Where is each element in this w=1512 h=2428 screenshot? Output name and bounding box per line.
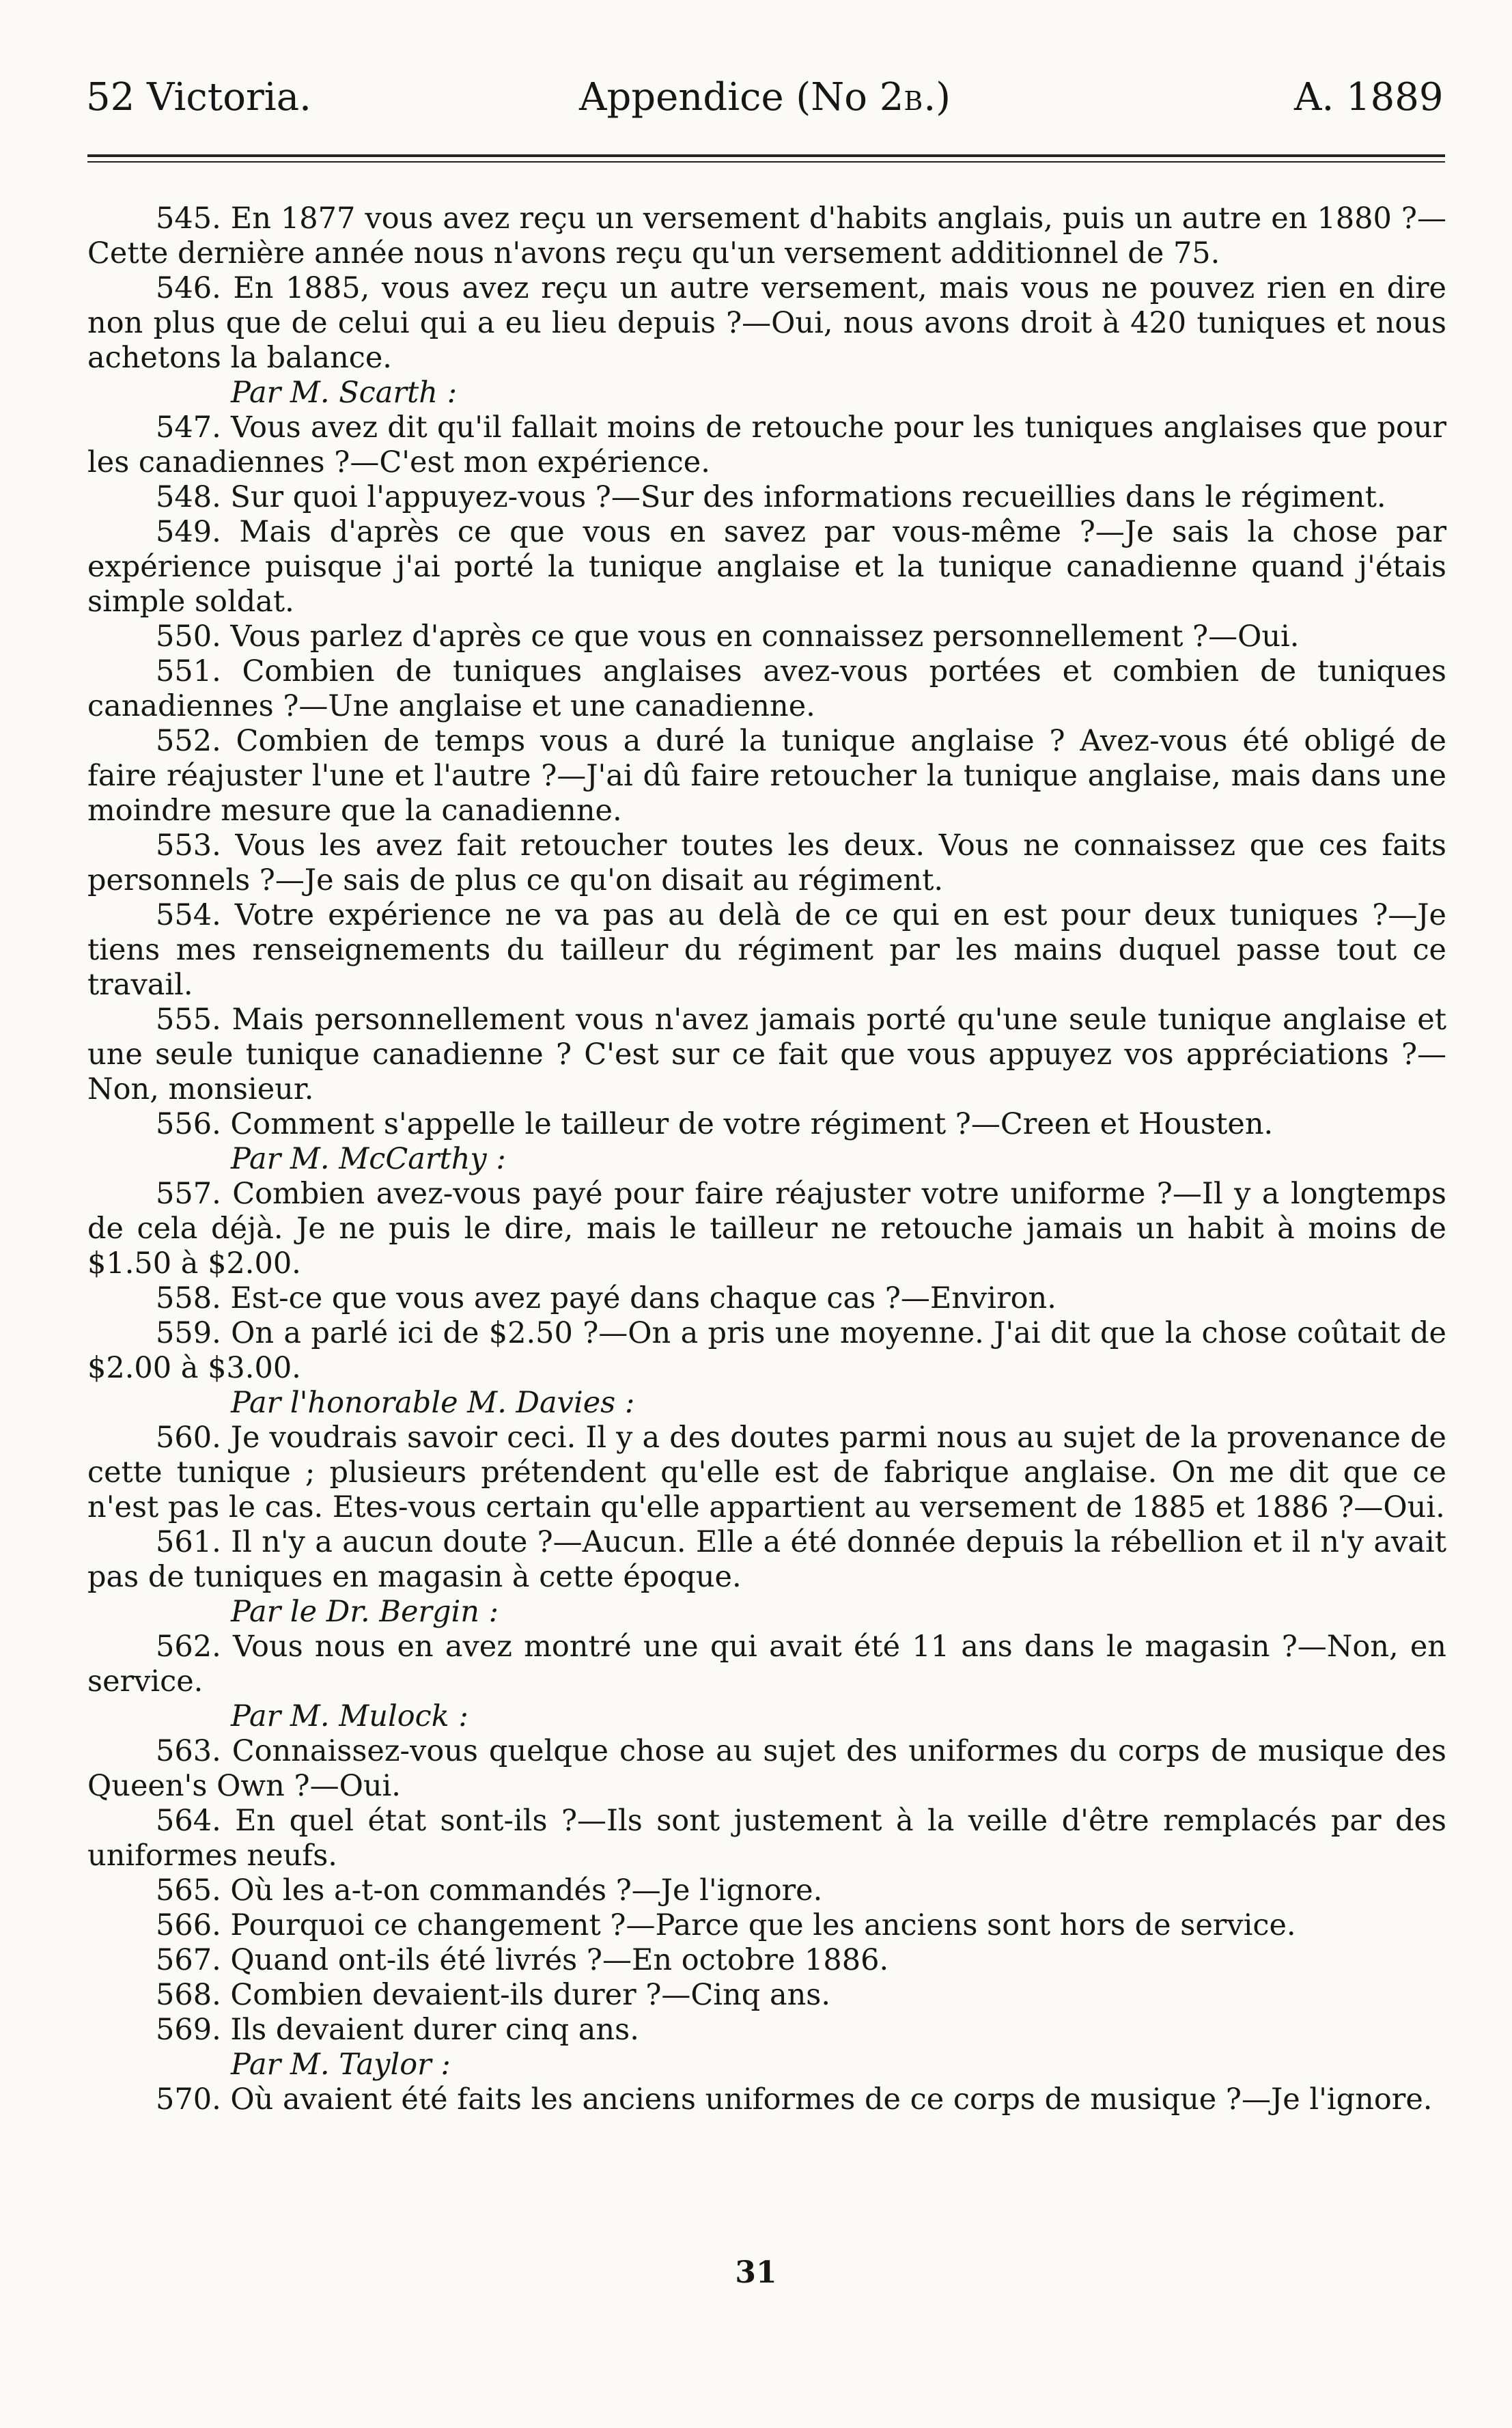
speaker-heading: Par le Dr. Bergin : (231, 1595, 499, 1629)
question-paragraph: 567. Quand ont-ils été livrés ?—En octobre 1886. (156, 1943, 889, 1977)
page-number: 31 (735, 2255, 777, 2290)
header-session: 52 Victoria. (86, 75, 311, 120)
question-paragraph: 559. On a parlé ici de $2.50 ?—On a pris une moyenne. J'ai dit que la chose coûtait de $2.00 à $3.00. (87, 1316, 1446, 1385)
question-paragraph: 552. Combien de temps vous a duré la tunique anglaise ? Avez-vous été obligé de faire réajuster l'une et l'autre ?—J'ai dû faire retoucher la tunique anglaise, mais dans une moindre mesure que la canadienne. (87, 724, 1446, 828)
question-paragraph: 564. En quel état sont-ils ?—Ils sont justement à la veille d'être remplacés par des uniformes neufs. (87, 1804, 1446, 1873)
question-paragraph: 554. Votre expérience ne va pas au delà de ce qui en est pour deux tuniques ?—Je tiens mes renseignements du tailleur du régiment par les mains duquel passe tout ce travail. (87, 898, 1446, 1002)
question-paragraph: 566. Pourquoi ce changement ?—Parce que les anciens sont hors de service. (156, 1908, 1296, 1942)
header-appendix-letter: B (904, 86, 924, 116)
question-paragraph: 569. Ils devaient durer cinq ans. (156, 2013, 639, 2047)
speaker-heading: Par M. Scarth : (231, 376, 458, 410)
question-paragraph: 549. Mais d'après ce que vous en savez par vous-même ?—Je sais la chose par expérience puisque j'ai porté la tunique anglaise et la tunique canadienne quand j'étais simple soldat. (87, 515, 1446, 619)
question-paragraph: 548. Sur quoi l'appuyez-vous ?—Sur des informations recueillies dans le régiment. (156, 480, 1386, 514)
header-year: A. 1889 (1294, 75, 1444, 120)
header-appendix-suffix: .) (923, 75, 951, 120)
speaker-heading: Par M. Taylor : (231, 2048, 451, 2082)
header-rule-thick (87, 154, 1445, 157)
question-paragraph: 551. Combien de tuniques anglaises avez-vous portées et combien de tuniques canadiennes ?—Une anglaise et une canadienne. (87, 654, 1446, 723)
question-paragraph: 547. Vous avez dit qu'il fallait moins de retouche pour les tuniques anglaises que pour les canadiennes ?—C'est mon expérience. (87, 410, 1446, 479)
question-paragraph: 562. Vous nous en avez montré une qui avait été 11 ans dans le magasin ?—Non, en service. (87, 1630, 1446, 1699)
question-paragraph: 568. Combien devaient-ils durer ?—Cinq ans. (156, 1978, 831, 2012)
testimony-body (87, 201, 1446, 2117)
header-appendix-prefix: Appendice (No 2 (579, 75, 904, 120)
question-paragraph: 553. Vous les avez fait retoucher toutes les deux. Vous ne connaissez que ces faits personnels ?—Je sais de plus ce qu'on disait au régiment. (87, 828, 1446, 897)
question-paragraph: 560. Je voudrais savoir ceci. Il y a des doutes parmi nous au sujet de la provenance de cette tunique ; plusieurs prétendent qu'elle est de fabrique anglaise. On me dit que ce n'est pas le cas. Etes-vous certain qu'elle appartient au versement de 1885 et 1886 ?—Oui. (87, 1421, 1446, 1524)
header-appendix (579, 74, 951, 125)
speaker-heading: Par l'honorable M. Davies : (231, 1386, 635, 1420)
question-paragraph: 546. En 1885, vous avez reçu un autre versement, mais vous ne pouvez rien en dire non plus que de celui qui a eu lieu depuis ?—Oui, nous avons droit à 420 tuniques et nous achetons la balance. (87, 271, 1446, 375)
speaker-heading: Par M. Mulock : (231, 1699, 468, 1733)
question-paragraph: 570. Où avaient été faits les anciens uniformes de ce corps de musique ?—Je l'ignore. (156, 2082, 1433, 2117)
question-paragraph: 555. Mais personnellement vous n'avez jamais porté qu'une seule tunique anglaise et une seule tunique canadienne ? C'est sur ce fait que vous appuyez vos appréciations ?—Non, monsieur. (87, 1003, 1446, 1106)
question-paragraph: 556. Comment s'appelle le tailleur de votre régiment ?—Creen et Housten. (156, 1107, 1274, 1141)
header-rule-thin (87, 161, 1445, 163)
speaker-heading: Par M. McCarthy : (231, 1142, 506, 1176)
question-paragraph: 550. Vous parlez d'après ce que vous en connaissez personnellement ?—Oui. (156, 619, 1300, 654)
question-paragraph: 565. Où les a-t-on commandés ?—Je l'ignore. (156, 1873, 823, 1908)
question-paragraph: 545. En 1877 vous avez reçu un versement d'habits anglais, puis un autre en 1880 ?—Cette dernière année nous n'avons reçu qu'un versement additionnel de 75. (87, 201, 1446, 270)
question-paragraph: 558. Est-ce que vous avez payé dans chaque cas ?—Environ. (156, 1281, 1056, 1315)
question-paragraph: 561. Il n'y a aucun doute ?—Aucun. Elle a été donnée depuis la rébellion et il n'y avait pas de tuniques en magasin à cette époque. (87, 1525, 1446, 1594)
question-paragraph: 557. Combien avez-vous payé pour faire réajuster votre uniforme ?—Il y a longtemps de cela déjà. Je ne puis le dire, mais le tailleur ne retouche jamais un habit à moins de $1.50 à $2.00. (87, 1177, 1446, 1281)
question-paragraph: 563. Connaissez-vous quelque chose au sujet des uniformes du corps de musique des Queen's Own ?—Oui. (87, 1734, 1446, 1803)
